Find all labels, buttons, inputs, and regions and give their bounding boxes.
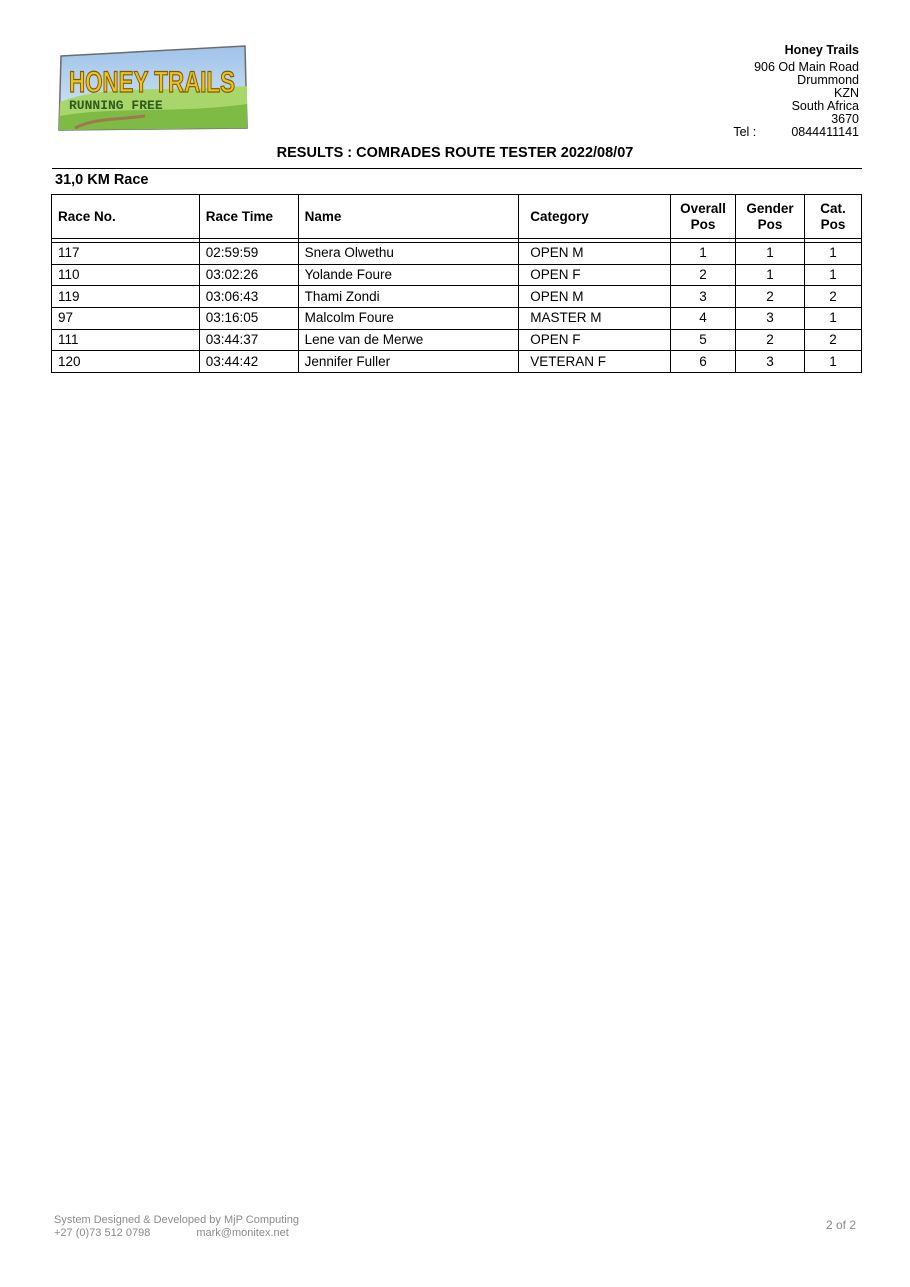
- race-no-cell: 110: [52, 264, 200, 286]
- overall-pos-cell: 2: [671, 264, 736, 286]
- race-no-cell: 120: [52, 351, 200, 373]
- race-time-cell: 03:44:37: [199, 329, 298, 351]
- header-cat-pos: Cat. Pos: [804, 195, 861, 239]
- race-title: 31,0 KM Race: [55, 172, 149, 188]
- telephone: [733, 126, 859, 139]
- race-time-cell: 02:59:59: [199, 243, 298, 265]
- race-time-cell: 03:16:05: [199, 308, 298, 330]
- header-overall-pos: Overall Pos: [671, 195, 736, 239]
- tel-number: 0844411141: [791, 125, 859, 139]
- category-cell: MASTER M: [519, 308, 671, 330]
- title-divider: [52, 168, 862, 169]
- svg-text:RUNNING FREE: RUNNING FREE: [69, 98, 163, 113]
- honey-trails-logo: [55, 42, 250, 134]
- overall-pos-cell: 5: [671, 329, 736, 351]
- cat-pos-cell: 1: [804, 308, 861, 330]
- table-row: [52, 243, 862, 265]
- table-row: [52, 308, 862, 330]
- name-cell: Jennifer Fuller: [298, 351, 519, 373]
- header-gender-pos: Gender Pos: [736, 195, 805, 239]
- footer-email: mark@monitex.net: [196, 1227, 289, 1239]
- cat-pos-cell: 1: [804, 351, 861, 373]
- overall-pos-cell: 4: [671, 308, 736, 330]
- gender-pos-cell: 2: [736, 329, 805, 351]
- organisation-address: [733, 44, 859, 139]
- cat-pos-cell: 2: [804, 286, 861, 308]
- name-cell: Lene van de Merwe: [298, 329, 519, 351]
- overall-pos-cell: 3: [671, 286, 736, 308]
- category-cell: OPEN F: [519, 329, 671, 351]
- name-cell: Yolande Foure: [298, 264, 519, 286]
- cat-pos-cell: 1: [804, 264, 861, 286]
- category-cell: VETERAN F: [519, 351, 671, 373]
- overall-pos-cell: 6: [671, 351, 736, 373]
- category-cell: OPEN F: [519, 264, 671, 286]
- race-time-cell: 03:06:43: [199, 286, 298, 308]
- footer-developer: System Designed & Developed by MjP Computing: [54, 1214, 299, 1226]
- race-no-cell: 117: [52, 243, 200, 265]
- cat-pos-cell: 2: [804, 329, 861, 351]
- gender-pos-cell: 1: [736, 243, 805, 265]
- gender-pos-cell: 3: [736, 308, 805, 330]
- race-no-cell: 97: [52, 308, 200, 330]
- svg-text:HONEY TRAILS: HONEY TRAILS: [69, 66, 235, 99]
- footer-phone: +27 (0)73 512 0798: [54, 1227, 151, 1239]
- org-name: Honey Trails: [784, 43, 859, 57]
- address-line: 3670: [831, 112, 859, 126]
- name-cell: Snera Olwethu: [298, 243, 519, 265]
- address-line: 906 Od Main Road: [754, 60, 859, 74]
- address-line: South Africa: [791, 99, 859, 113]
- document-title: RESULTS : COMRADES ROUTE TESTER 2022/08/07: [276, 145, 634, 161]
- header-race-time: Race Time: [199, 195, 298, 239]
- gender-pos-cell: 3: [736, 351, 805, 373]
- header-race-no: Race No.: [52, 195, 200, 239]
- name-cell: Thami Zondi: [298, 286, 519, 308]
- table-row: [52, 286, 862, 308]
- overall-pos-cell: 1: [671, 243, 736, 265]
- tel-label: Tel :: [733, 125, 757, 139]
- table-row: [52, 264, 862, 286]
- table-header-row: [52, 195, 862, 239]
- cat-pos-cell: 1: [804, 243, 861, 265]
- address-line: Drummond: [797, 73, 859, 87]
- race-no-cell: 119: [52, 286, 200, 308]
- header-category: Category: [519, 195, 671, 239]
- race-no-cell: 111: [52, 329, 200, 351]
- results-table: [51, 194, 862, 373]
- footer-credits: [54, 1214, 299, 1240]
- race-time-cell: 03:02:26: [199, 264, 298, 286]
- header-name: Name: [298, 195, 519, 239]
- race-time-cell: 03:44:42: [199, 351, 298, 373]
- gender-pos-cell: 1: [736, 264, 805, 286]
- table-row: [52, 329, 862, 351]
- address-line: KZN: [834, 86, 859, 100]
- gender-pos-cell: 2: [736, 286, 805, 308]
- name-cell: Malcolm Foure: [298, 308, 519, 330]
- category-cell: OPEN M: [519, 286, 671, 308]
- page-number: 2 of 2: [825, 1218, 856, 1232]
- table-row: [52, 351, 862, 373]
- category-cell: OPEN M: [519, 243, 671, 265]
